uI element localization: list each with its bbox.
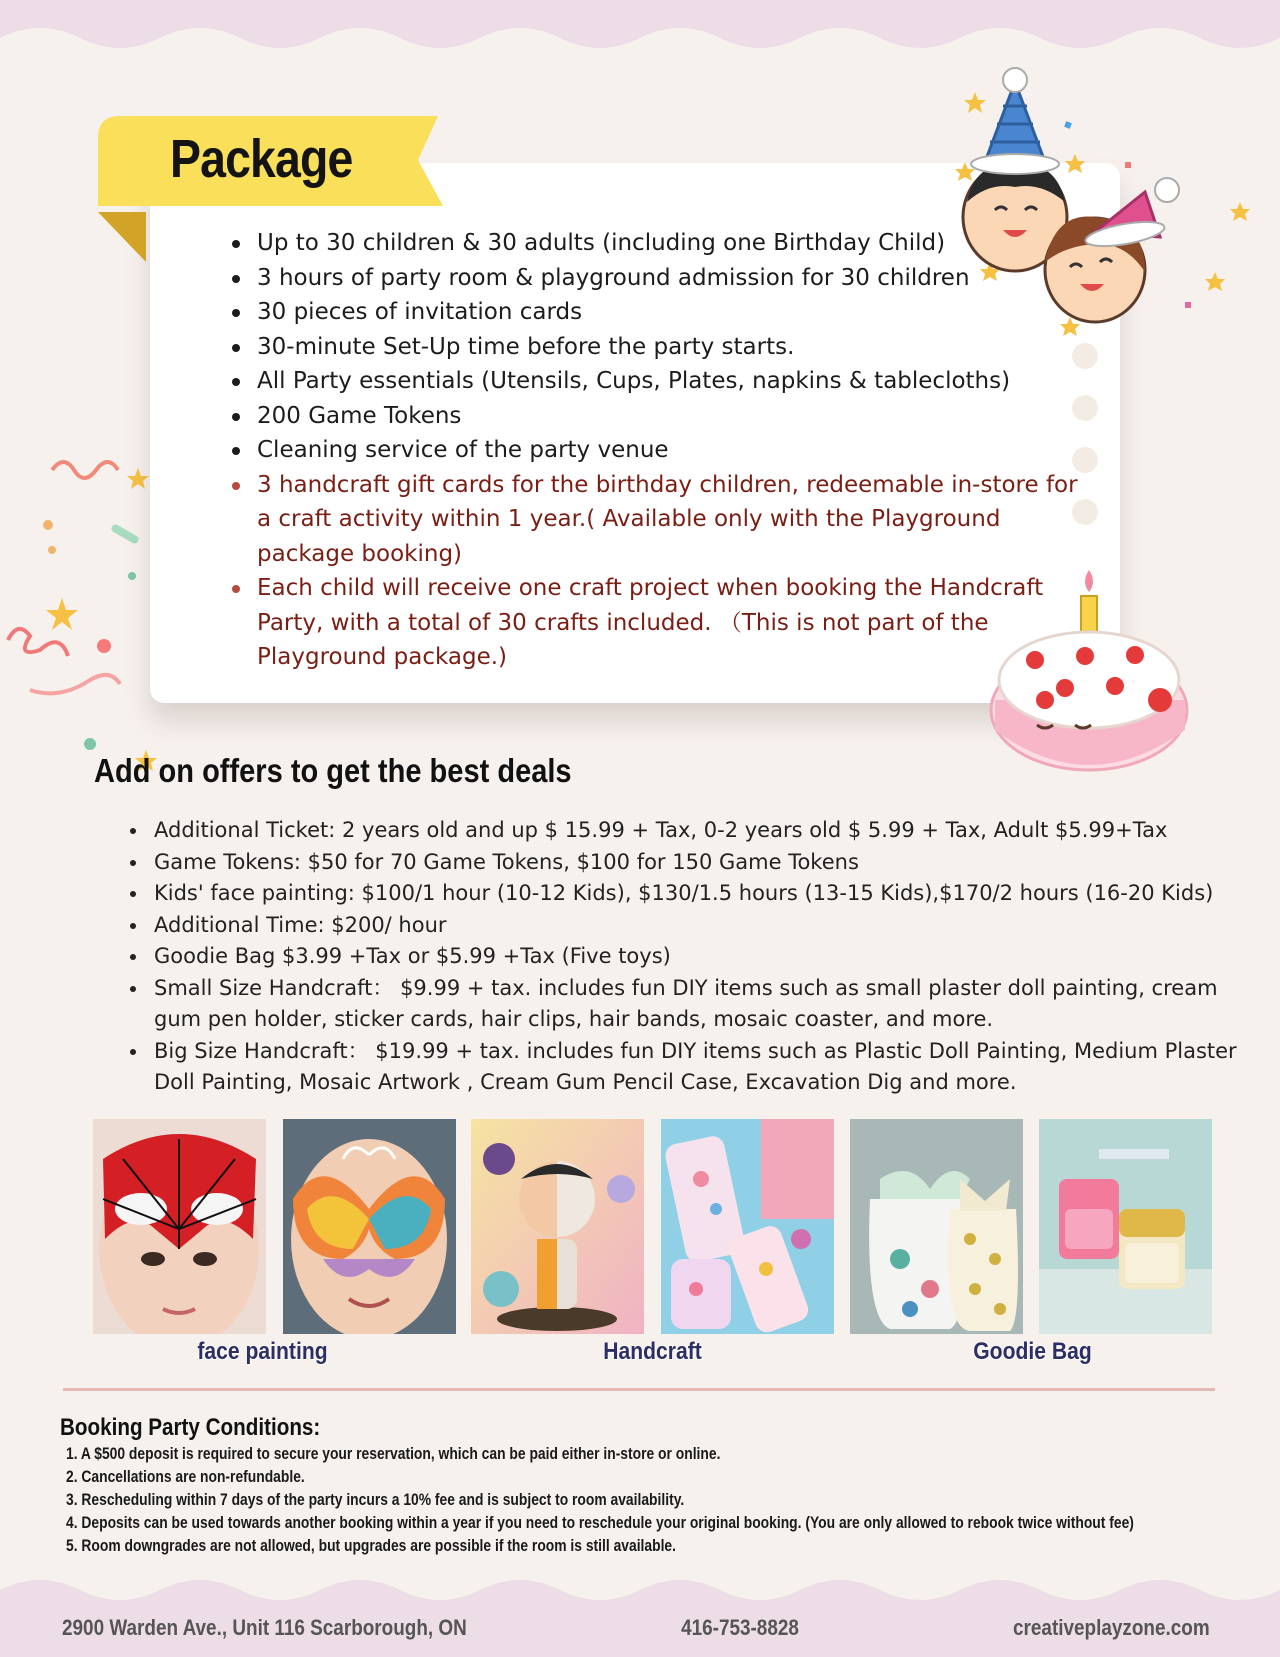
- addon-item: Game Tokens: $50 for 70 Game Tokens, $100 for 150 Game Tokens: [128, 847, 1258, 879]
- caption-handcraft: Handcraft: [603, 1338, 702, 1365]
- package-item: 200 Game Tokens: [230, 399, 1090, 434]
- addon-item: Big Size Handcraft： $19.99 + tax. includes fun DIY items such as Plastic Doll Painting, Medium Plaster Doll Painting, Mosaic Artwork , Cream Gum Pencil Case, Excavation Dig and more.: [128, 1036, 1258, 1099]
- condition-item: 2. Cancellations are non-refundable.: [66, 1468, 305, 1486]
- caption-goodie-bag: Goodie Bag: [973, 1338, 1092, 1365]
- package-item: Each child will receive one craft project when booking the Handcraft Party, with a total of 30 crafts included. （This is not part of the Playground package.): [230, 571, 1090, 675]
- photo-plaster-doll-craft: [471, 1119, 644, 1334]
- party-kids-illustration: [945, 62, 1265, 352]
- addon-item: Additional Time: $200/ hour: [128, 910, 1258, 942]
- footer-website: creativeplayzone.com: [1013, 1615, 1210, 1640]
- package-item: All Party essentials (Utensils, Cups, Plates, napkins & tablecloths): [230, 364, 1090, 399]
- section-divider: [63, 1388, 1215, 1391]
- package-title: Package: [170, 129, 353, 189]
- footer-phone: 416-753-8828: [681, 1615, 799, 1640]
- package-item: 3 handcraft gift cards for the birthday children, redeemable in-store for a craft activity within 1 year.( Available only with the Playground package booking): [230, 468, 1090, 572]
- condition-item: 1. A $500 deposit is required to secure your reservation, which can be paid either in-store or online.: [66, 1445, 721, 1463]
- bottom-wave-decoration: [0, 1570, 1280, 1657]
- conditions-title: Booking Party Conditions:: [60, 1414, 321, 1441]
- photo-cream-gum-cases: [661, 1119, 834, 1334]
- condition-item: 5. Room downgrades are not allowed, but upgrades are possible if the room is still available.: [66, 1537, 676, 1555]
- addon-item: Additional Ticket: 2 years old and up $ 15.99 + Tax, 0-2 years old $ 5.99 + Tax, Adult $5.99+Tax: [128, 815, 1258, 847]
- addon-item: Kids' face painting: $100/1 hour (10-12 Kids), $130/1.5 hours (13-15 Kids),$170/2 hours (16-20 Kids): [128, 878, 1258, 910]
- top-wave-decoration: [0, 0, 1280, 70]
- conditions-list: [66, 1443, 1242, 1558]
- package-item: 30-minute Set-Up time before the party starts.: [230, 330, 1090, 365]
- condition-item: 3. Rescheduling within 7 days of the party incurs a 10% fee and is subject to room availability.: [66, 1491, 685, 1509]
- birthday-cake-illustration: [985, 560, 1205, 790]
- photo-spiderman-face-paint: [93, 1119, 266, 1334]
- condition-item: 4. Deposits can be used towards another booking within a year if you need to reschedule your original booking. (You are only allowed to rebook twice without fee): [66, 1514, 1134, 1532]
- photo-goodie-bags: [850, 1119, 1023, 1334]
- footer-address: 2900 Warden Ave., Unit 116 Scarborough, ON: [62, 1615, 467, 1640]
- package-item: Cleaning service of the party venue: [230, 433, 1090, 468]
- photo-mini-backpack-toys: [1039, 1119, 1212, 1334]
- package-item: 3 hours of party room & playground admission for 30 children: [230, 261, 1090, 296]
- package-item: 30 pieces of invitation cards: [230, 295, 1090, 330]
- addon-title: Add on offers to get the best deals: [94, 752, 572, 789]
- confetti-decoration: [0, 450, 160, 780]
- caption-face-painting: face painting: [197, 1338, 328, 1365]
- addon-list: [128, 815, 1258, 1099]
- addon-item: Small Size Handcraft： $9.99 + tax. includes fun DIY items such as small plaster doll painting, cream gum pen holder, sticker cards, hair clips, hair bands, mosaic coaster, and more.: [128, 973, 1258, 1036]
- addon-item: Goodie Bag $3.99 +Tax or $5.99 +Tax (Five toys): [128, 941, 1258, 973]
- package-item: Up to 30 children & 30 adults (including one Birthday Child): [230, 226, 1090, 261]
- photo-butterfly-face-paint: [283, 1119, 456, 1334]
